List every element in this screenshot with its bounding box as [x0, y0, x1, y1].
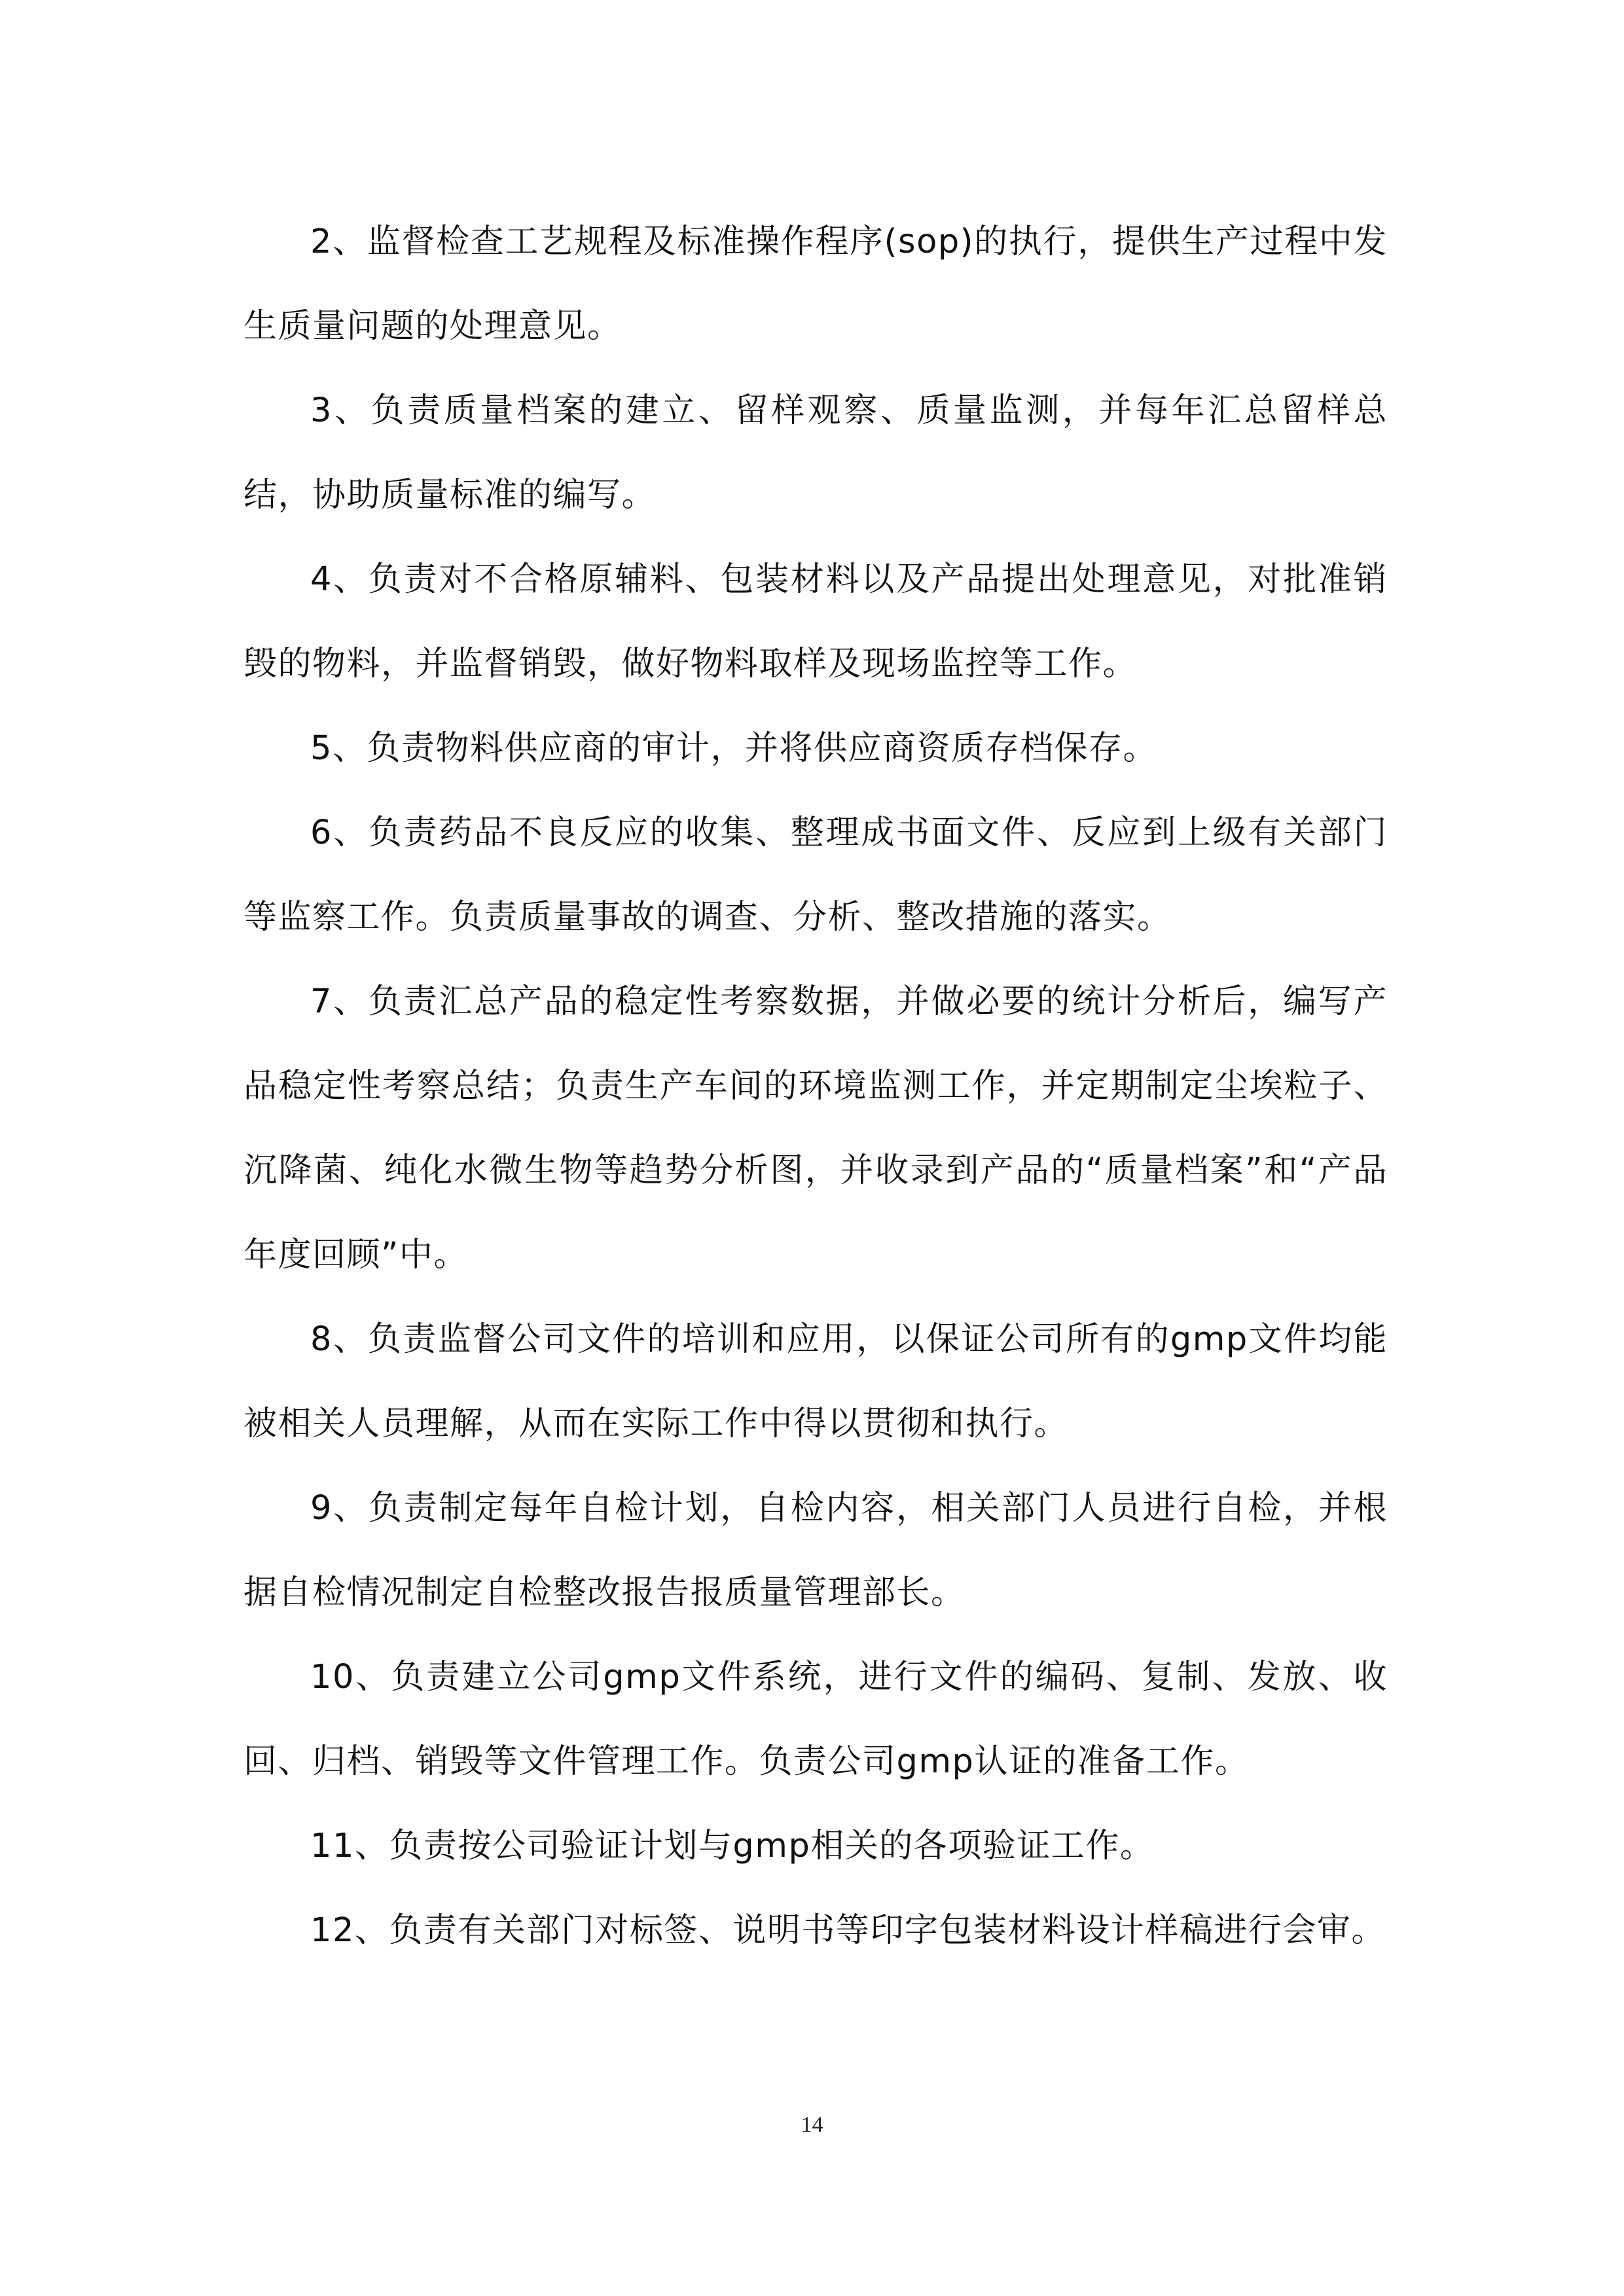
paragraph-item-4: 4、负责对不合格原辅料、包装材料以及产品提出处理意见，对批准销毁的物料，并监督销毁，做好物料取样及现场监控等工作。	[244, 560, 1388, 683]
page-number: 14	[801, 2113, 823, 2137]
paragraph-item-10: 10、负责建立公司gmp文件系统，进行文件的编码、复制、发放、收回、归档、销毁等文件管理工作。负责公司gmp认证的准备工作。	[244, 1658, 1388, 1781]
paragraph-item-2: 2、监督检查工艺规程及标准操作程序(sop)的执行，提供生产过程中发生质量问题的处理意见。	[244, 223, 1388, 346]
paragraph-item-5: 5、负责物料供应商的审计，并将供应商资质存档保存。	[310, 729, 1157, 768]
paragraph-item-6: 6、负责药品不良反应的收集、整理成书面文件、反应到上级有关部门等监察工作。负责质量事故的调查、分析、整改措施的落实。	[244, 814, 1388, 937]
paragraph-item-11: 11、负责按公司验证计划与gmp相关的各项验证工作。	[310, 1827, 1155, 1865]
paragraph-item-7: 7、负责汇总产品的稳定性考察数据，并做必要的统计分析后，编写产品稳定性考察总结；负责生产车间的环境监测工作，并定期制定尘埃粒子、沉降菌、纯化水微生物等趋势分析图，并收录到产品的“质量档案”和“产品年度回顾”中。	[244, 982, 1388, 1274]
paragraph-item-8: 8、负责监督公司文件的培训和应用，以保证公司所有的gmp文件均能被相关人员理解，从而在实际工作中得以贯彻和执行。	[244, 1320, 1388, 1443]
document-body	[244, 200, 1388, 1973]
paragraph-item-12: 12、负责有关部门对标签、说明书等印字包装材料设计样稿进行会审。	[310, 1911, 1386, 1950]
paragraph-item-9: 9、负责制定每年自检计划，自检内容，相关部门人员进行自检，并根据自检情况制定自检整改报告报质量管理部长。	[244, 1489, 1388, 1612]
paragraph-item-3: 3、负责质量档案的建立、留样观察、质量监测，并每年汇总留样总结，协助质量标准的编写。	[244, 391, 1388, 514]
